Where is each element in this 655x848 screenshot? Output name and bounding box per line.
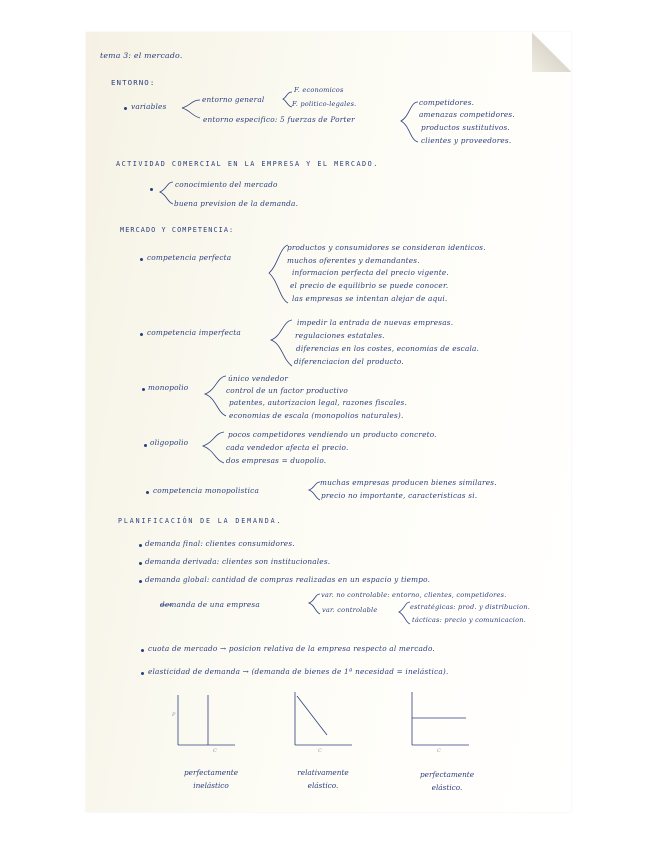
axis-label-c: C — [213, 748, 217, 754]
imperfecta-item: regulaciones estatales. — [295, 331, 385, 340]
bullet — [139, 562, 142, 565]
brace-variables-empresa — [306, 592, 322, 616]
oligopolio-item: cada vendedor afecta el precio. — [226, 443, 349, 452]
perfecta-item: informacion perfecta del precio vigente. — [292, 268, 449, 277]
heading-mercado-competencia: MERCADO Y COMPETENCIA: — [120, 226, 235, 234]
cuota-mercado: cuota de mercado → posicion relativa de la empresa respecto al mercado. — [148, 644, 435, 653]
page-title: tema 3: el mercado. — [100, 51, 183, 60]
graph-label-line: elástico. — [307, 781, 339, 790]
actividad-item: buena prevision de la demanda. — [174, 199, 299, 208]
tacticas: tácticas: precio y comunicacion. — [412, 616, 526, 624]
label-competencia-imperfecta: competencia imperfecta — [147, 328, 241, 337]
monopolio-item: único vendedor — [228, 374, 289, 383]
brace-variables — [178, 98, 202, 122]
bullet — [150, 188, 153, 191]
label-entorno-general: entorno general — [202, 95, 265, 104]
perfecta-item: las empresas se intentan alejar de aqui. — [292, 294, 448, 303]
graph-label-line: inelástico — [193, 781, 229, 790]
brace-actividad — [157, 180, 175, 206]
folded-corner — [532, 32, 571, 72]
general-item: F. politico-legales. — [292, 100, 357, 108]
var-no-controlable: var. no controlable: entorno, clientes, competidores. — [321, 591, 507, 599]
heading-entorno: ENTORNO: — [111, 78, 156, 87]
perfecta-item: productos y consumidores se consideran identicos. — [287, 243, 486, 252]
general-item: F. economicos — [294, 86, 344, 94]
brace-empresa — [160, 602, 174, 608]
axis-label-p: P — [172, 712, 176, 718]
label-entorno-especifico: entorno especifico: 5 fuerzas de Porter — [203, 115, 355, 124]
oligopolio-item: pocos competidores vendiendo un producto concreto. — [228, 430, 437, 439]
axis-label-c: C — [437, 748, 441, 754]
estrategicas: estratégicas: prod. y distribucion. — [410, 603, 531, 611]
porter-item: clientes y proveedores. — [421, 136, 512, 145]
monopolio-item: economias de escala (monopolios naturales). — [229, 411, 404, 420]
brace-monopolio — [202, 374, 228, 420]
bullet — [139, 580, 142, 583]
oligopolio-item: dos empresas = duopolio. — [226, 456, 327, 465]
bullet — [141, 649, 144, 652]
bullet — [139, 544, 142, 547]
demanda-empresa: demanda de una empresa — [160, 600, 260, 609]
imperfecta-item: diferenciacion del producto. — [294, 357, 404, 366]
graph-label-line: elástico. — [431, 783, 463, 792]
perfecta-item: muchos oferentes y demandantes. — [287, 256, 420, 265]
monopolistica-item: precio no importante, caracteristicas si. — [321, 491, 478, 500]
label-monopolio: monopolio — [148, 383, 189, 392]
graph-label-line: relativamente — [297, 768, 349, 777]
bullet — [140, 258, 143, 261]
bullet — [142, 388, 145, 391]
label-competencia-perfecta: competencia perfecta — [147, 253, 232, 262]
porter-item: amenazas competidores. — [419, 110, 515, 119]
bullet — [144, 444, 147, 447]
elasticidad-demanda: elasticidad de demanda → (demanda de bienes de 1ª necesidad = inelástica). — [148, 667, 449, 676]
actividad-item: conocimiento del mercado — [175, 180, 278, 189]
graph-relativamente-elastico — [287, 690, 357, 760]
perfecta-item: el precio de equilibrio se puede conocer. — [290, 281, 449, 290]
graph-label — [282, 766, 364, 792]
demanda-derivada: demanda derivada: clientes son institucionales. — [145, 557, 331, 566]
graph-label — [406, 768, 488, 794]
axis-label-c: C — [318, 748, 322, 754]
label-competencia-monopolistica: competencia monopolistica — [153, 486, 260, 495]
demanda-global: demanda global: cantidad de compras realizadas en un espacio y tiempo. — [145, 575, 431, 584]
brace-oligopolio — [200, 430, 226, 466]
imperfecta-item: diferencias en los costes, economias de escala. — [296, 344, 480, 353]
porter-item: productos sustitutivos. — [421, 123, 510, 132]
var-controlable: var. controlable — [322, 606, 378, 614]
brace-imperfecta — [268, 318, 294, 370]
bullet — [140, 333, 143, 336]
graph-label-line: perfectamente — [183, 768, 239, 777]
label-oligopolio: oligopolio — [150, 438, 189, 447]
heading-planificacion-demanda: PLANIFICACIÓN DE LA DEMANDA. — [118, 517, 283, 525]
label-variables: variables — [131, 102, 167, 111]
monopolio-item: control de un factor productivo — [226, 386, 348, 395]
monopolistica-item: muchas empresas producen bienes similares. — [320, 478, 497, 487]
bullet — [141, 672, 144, 675]
graph-label — [170, 766, 252, 792]
imperfecta-item: impedir la entrada de nuevas empresas. — [297, 318, 454, 327]
demanda-final: demanda final: clientes consumidores. — [145, 539, 295, 548]
brace-porter — [398, 100, 420, 144]
graph-perfectamente-inelastico — [170, 690, 240, 760]
monopolio-item: patentes, autorizacion legal, razones fiscales. — [229, 398, 407, 407]
brace-perfecta — [266, 243, 290, 307]
bullet — [146, 491, 149, 494]
graph-label-line: perfectamente — [419, 770, 475, 779]
bullet — [124, 107, 127, 110]
heading-actividad-comercial: ACTIVIDAD COMERCIAL EN LA EMPRESA Y EL MERCADO. — [116, 160, 379, 168]
porter-item: competidores. — [419, 98, 475, 107]
